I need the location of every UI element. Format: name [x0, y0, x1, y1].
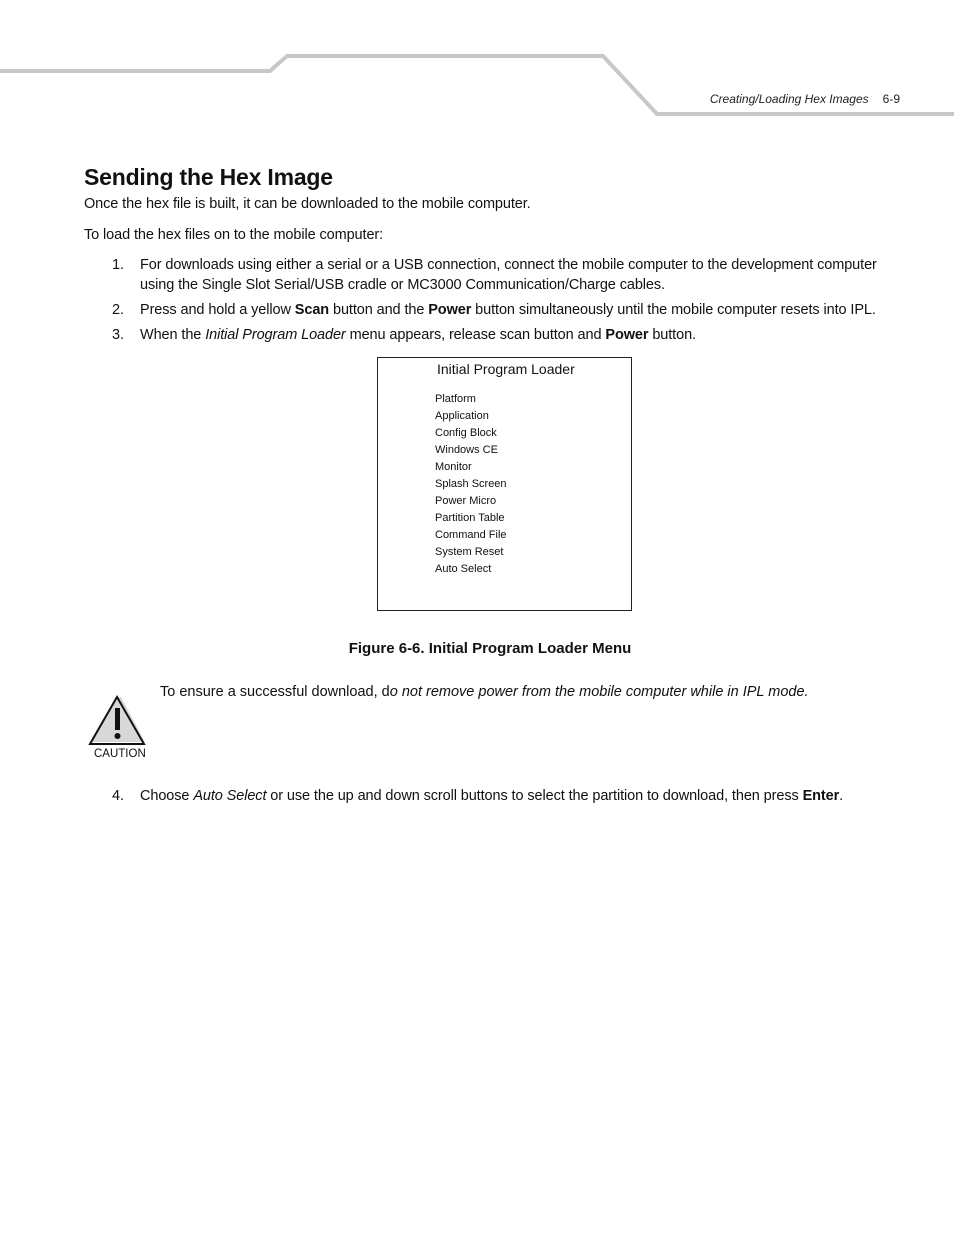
menu-item: Windows CE [435, 444, 498, 456]
enter-button-label: Enter [802, 788, 840, 804]
list-item-step-2 [84, 300, 896, 320]
step-text: button and the [329, 302, 429, 318]
menu-item: Command File [435, 529, 507, 541]
steps-list [84, 255, 896, 345]
menu-item: Monitor [435, 461, 472, 473]
menu-item: Splash Screen [435, 478, 507, 490]
caution-label: CAUTION [94, 748, 146, 760]
step-text: button. [648, 327, 696, 343]
step-number: 2. [112, 302, 124, 318]
main-content [84, 160, 896, 350]
caution-warning-icon [88, 694, 148, 746]
step-text: When the [140, 327, 206, 343]
scan-button-label: Scan [294, 302, 330, 318]
step-text: or use the up and down scroll buttons to select the partition to download, then press [266, 788, 803, 804]
steps-list-continued [84, 786, 896, 806]
step-text: Choose [140, 788, 194, 804]
list-item-step-3 [84, 325, 896, 345]
page-title: Sending the Hex Image [84, 164, 333, 190]
menu-item: Application [435, 410, 489, 422]
menu-item: Auto Select [435, 563, 492, 575]
ipl-menu-title: Initial Program Loader [437, 361, 575, 377]
list-item-step-1 [84, 255, 896, 295]
menu-item: Config Block [435, 427, 497, 439]
menu-item: System Reset [435, 546, 504, 558]
figure-caption: Figure 6-6. Initial Program Loader Menu [348, 640, 632, 657]
caution-text-plain: To ensure a successful download, d [160, 684, 390, 700]
menu-name: Initial Program Loader [205, 327, 346, 343]
list-item-step-4 [84, 786, 896, 806]
lead-paragraph: To load the hex files on to the mobile computer: [84, 227, 384, 243]
ipl-menu-list [435, 391, 507, 578]
menu-item: Partition Table [435, 512, 505, 524]
step-text: For downloads using either a serial or a USB connection, connect the mobile computer to the development computer using the Single Slot Serial/USB cradle or MC3000 Communication/Charge cables. [140, 257, 877, 293]
caution-text [160, 682, 809, 702]
intro-paragraph: Once the hex file is built, it can be downloaded to the mobile computer. [84, 196, 531, 212]
running-head [710, 92, 900, 106]
page-number: 6-9 [882, 92, 900, 106]
step-number: 1. [112, 257, 124, 273]
step-number: 3. [112, 327, 124, 343]
step-text: button simultaneously until the mobile computer resets into IPL. [471, 302, 876, 318]
step-number: 4. [112, 788, 124, 804]
ipl-menu-figure [377, 357, 632, 611]
menu-item: Platform [435, 393, 476, 405]
caution-text-emphasis: o not remove power from the mobile computer while in IPL mode. [389, 684, 809, 700]
power-button-label: Power [605, 327, 649, 343]
power-button-label: Power [428, 302, 472, 318]
menu-item: Power Micro [435, 495, 497, 507]
auto-select-label: Auto Select [193, 788, 267, 804]
step-text: menu appears, release scan button and [345, 327, 606, 343]
step-text: . [839, 788, 844, 804]
step-text: Press and hold a yellow [140, 302, 295, 318]
section-title: Creating/Loading Hex Images [709, 92, 869, 106]
